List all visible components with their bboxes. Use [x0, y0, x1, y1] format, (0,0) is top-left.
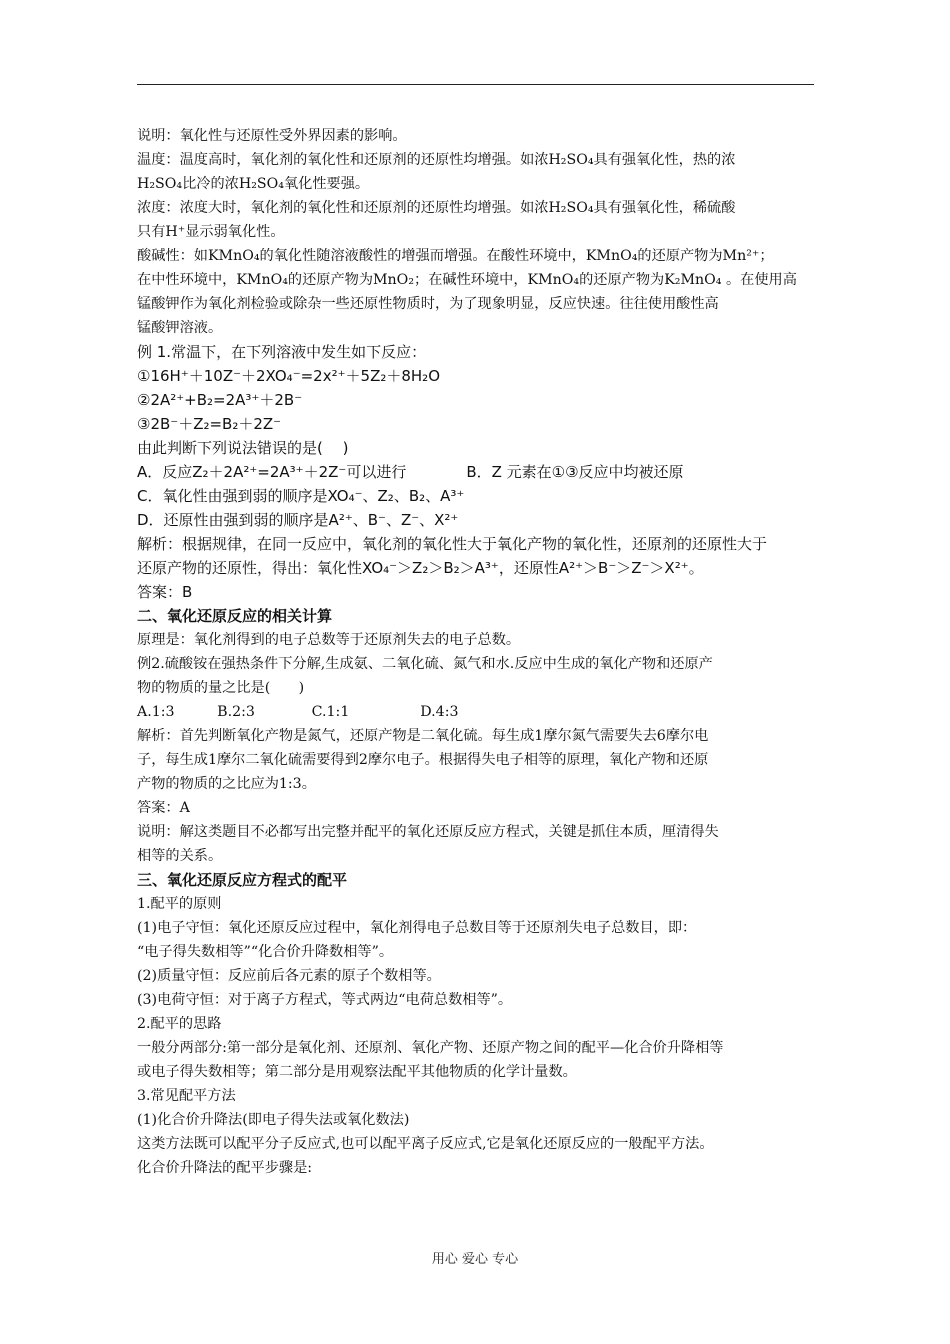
text-line: 解析：首先判断氧化产物是氮气，还原产物是二氧化硫。每生成1摩尔氮气需要失去6摩尔电	[137, 728, 709, 744]
text-line: 相等的关系。	[137, 848, 223, 864]
text-line: (3)电荷守恒：对于离子方程式，等式两边“电荷总数相等”。	[137, 992, 513, 1008]
text-line: 3.常见配平方法	[137, 1088, 236, 1104]
section-heading-2: 二、氧化还原反应的相关计算	[137, 607, 333, 625]
example-1-heading: 例 1.常温下，在下列溶液中发生如下反应：	[137, 343, 427, 361]
text-line: 锰酸钾作为氧化剂检验或除杂一些还原性物质时，为了现象明显，反应快速。往往使用酸性高	[137, 296, 719, 312]
text-line: 说明：解这类题目不必都写出完整并配平的氧化还原反应方程式，关键是抓住本质，厘清得失	[137, 824, 719, 840]
option-c: C．氧化性由强到弱的顺序是XO₄⁻、Z₂、B₂、A³⁺	[137, 487, 465, 505]
text-line: 产物的物质的之比应为1:3。	[137, 776, 316, 792]
text-line: 物的物质的量之比是( )	[137, 680, 305, 696]
text-line: 说明：氧化性与还原性受外界因素的影响。	[137, 128, 407, 144]
text-line: 原理是：氧化剂得到的电子总数等于还原剂失去的电子总数。	[137, 632, 521, 648]
text-line: 2.配平的思路	[137, 1016, 222, 1032]
text-line: 例2.硫酸铵在强热条件下分解,生成氨、二氧化硫、氮气和水.反应中生成的氧化产物和还原产	[137, 656, 713, 672]
text-line: 锰酸钾溶液。	[137, 320, 223, 336]
header-rule	[137, 84, 814, 85]
page-footer: 用心 爱心 专心	[431, 1252, 519, 1267]
text-line: H₂SO₄比冷的浓H₂SO₄氧化性要强。	[137, 176, 370, 192]
answer-line: 答案：B	[137, 583, 193, 601]
text-line: 或电子得失数相等；第二部分是用观察法配平其他物质的化学计量数。	[137, 1064, 577, 1080]
text-line: 子，每生成1摩尔二氧化硫需要得到2摩尔电子。根据得失电子相等的原理，氧化产物和还原	[137, 752, 709, 768]
text-line: 1.配平的原则	[137, 896, 222, 912]
reaction-1: ①16H⁺＋10Z⁻＋2XO₄⁻=2x²⁺＋5Z₂＋8H₂O	[137, 367, 441, 385]
answer-line: 答案：A	[137, 800, 190, 816]
text-line: 温度：温度高时，氧化剂的氧化性和还原剂的还原性均增强。如浓H₂SO₄具有强氧化性，热的浓	[137, 152, 736, 168]
options-line: A.1:3 B.2:3 C.1:1 D.4:3	[137, 704, 459, 720]
option-a-b: A．反应Z₂＋2A²⁺=2A³⁺＋2Z⁻可以进行 B．Z 元素在①③反应中均被还原	[137, 463, 684, 481]
text-line: 酸碱性：如KMnO₄的氧化性随溶液酸性的增强而增强。在酸性环境中，KMnO₄的还原产物为Mn²⁺；	[137, 248, 774, 264]
text-line: (1)电子守恒：氧化还原反应过程中，氧化剂得电子总数目等于还原剂失电子总数目，即：	[137, 920, 697, 936]
section-heading-3: 三、氧化还原反应方程式的配平	[137, 871, 348, 889]
reaction-3: ③2B⁻＋Z₂=B₂＋2Z⁻	[137, 415, 282, 433]
text-line: (1)化合价升降法(即电子得失法或氧化数法)	[137, 1112, 410, 1128]
text-line: 一般分两部分:第一部分是氧化剂、还原剂、氧化产物、还原产物之间的配平—化合价升降相等	[137, 1040, 724, 1056]
text-line: “电子得失数相等”“化合价升降数相等”。	[137, 944, 394, 960]
text-line: 在中性环境中，KMnO₄的还原产物为MnO₂；在碱性环境中，KMnO₄的还原产物为K₂MnO₄ 。在使用高	[137, 272, 797, 288]
text-line: 只有H⁺显示弱氧化性。	[137, 224, 285, 240]
analysis-line: 还原产物的还原性，得出：氧化性XO₄⁻＞Z₂＞B₂＞A³⁺，还原性A²⁺＞B⁻＞Z⁻＞X²⁺。	[137, 559, 704, 577]
text-line: 这类方法既可以配平分子反应式,也可以配平离子反应式,它是氧化还原反应的一般配平方法。	[137, 1136, 714, 1152]
question-stem: 由此判断下列说法错误的是( )	[137, 439, 349, 457]
text-line: 浓度：浓度大时，氧化剂的氧化性和还原剂的还原性均增强。如浓H₂SO₄具有强氧化性，稀硫酸	[137, 200, 736, 216]
text-line: 化合价升降法的配平步骤是:	[137, 1160, 313, 1176]
text-line: (2)质量守恒：反应前后各元素的原子个数相等。	[137, 968, 441, 984]
analysis-line: 解析：根据规律，在同一反应中，氧化剂的氧化性大于氧化产物的氧化性，还原剂的还原性大于	[137, 535, 768, 553]
document-body	[137, 124, 817, 1180]
option-d: D．还原性由强到弱的顺序是A²⁺、B⁻、Z⁻、X²⁺	[137, 511, 459, 529]
reaction-2: ②2A²⁺+B₂=2A³⁺＋2B⁻	[137, 391, 303, 409]
